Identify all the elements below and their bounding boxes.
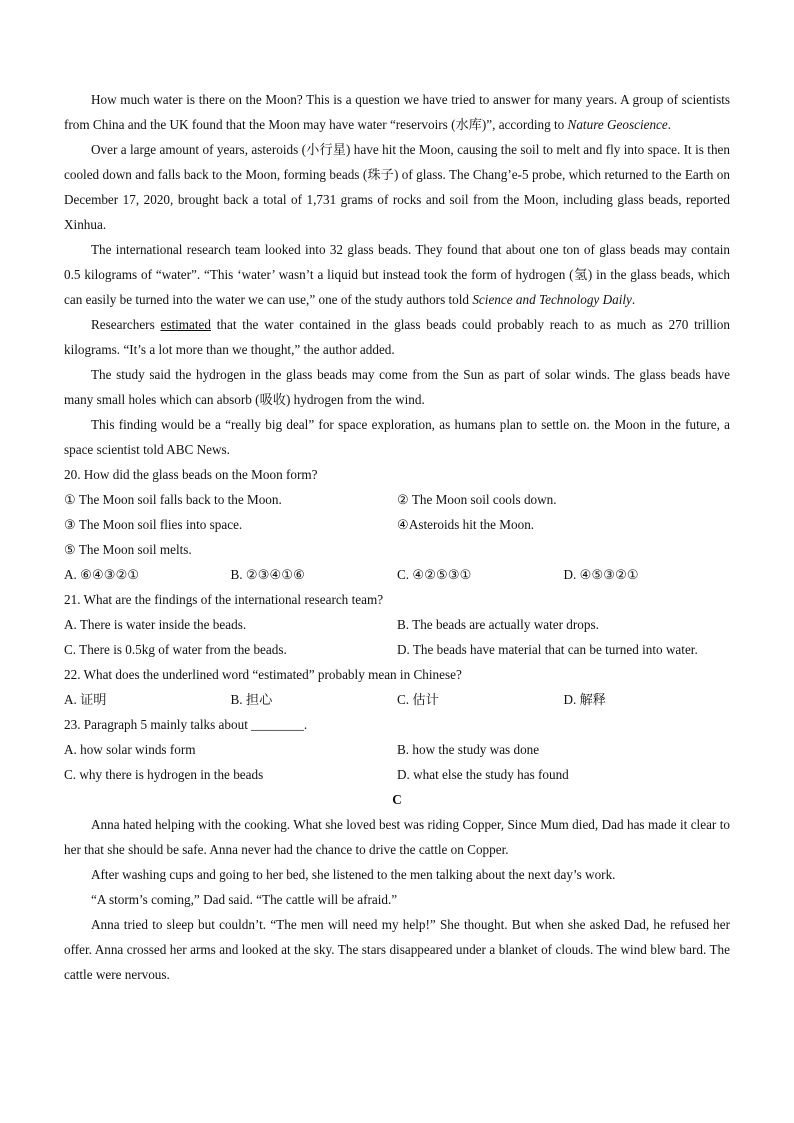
question-22-options (64, 687, 730, 712)
section-c-heading: C (392, 792, 402, 807)
worksheet-page (64, 87, 730, 987)
source-science-tech-daily: Science and Technology Daily (472, 292, 632, 307)
q21-option-c[interactable]: C. There is 0.5kg of water from the beads. (64, 642, 287, 657)
q21-option-d[interactable]: D. The beads have material that can be turned into water. (397, 642, 698, 657)
section-c-paragraph-3: “A storm’s coming,” Dad said. “The cattle will be afraid.” (91, 892, 398, 907)
q21-option-b[interactable]: B. The beads are actually water drops. (397, 617, 599, 632)
question-20-items-row-3 (64, 537, 730, 562)
question-20-options (64, 562, 730, 587)
passage-paragraph-4: Researchers estimated that the water contained in the glass beads could probably reach to as much as 270 trillion kilograms. “It’s a lot more than we thought,” the author added. (64, 317, 730, 357)
q20-option-a[interactable]: A. ⑥④③②① (64, 567, 140, 582)
source-nature-geoscience: Nature Geoscience (567, 117, 668, 132)
q23-option-a[interactable]: A. how solar winds form (64, 742, 196, 757)
question-23-options-row-2 (64, 762, 730, 787)
q20-item: ③ The Moon soil flies into space. (64, 517, 243, 532)
q20-option-b[interactable]: B. ②③④①⑥ (230, 567, 306, 582)
q20-option-c[interactable]: C. ④②⑤③① (397, 567, 472, 582)
q21-option-a[interactable]: A. There is water inside the beads. (64, 617, 247, 632)
question-20-items-row-1 (64, 487, 730, 512)
q23-option-c[interactable]: C. why there is hydrogen in the beads (64, 767, 264, 782)
section-c-paragraph-2: After washing cups and going to her bed, she listened to the men talking about the next day’s work. (91, 867, 616, 882)
section-c-paragraph-4: Anna tried to sleep but couldn’t. “The men will need my help!” She thought. But when she asked Dad, he refused her offer. Anna crossed her arms and looked at the sky. The stars disappeared under a blanket of clouds. The wind blew bard. The cattle were nervous. (64, 917, 730, 982)
q20-item: ⑤ The Moon soil melts. (64, 542, 192, 557)
q22-option-b[interactable]: B. 担心 (230, 692, 273, 707)
passage-paragraph-2: Over a large amount of years, asteroids (小行星) have hit the Moon, causing the soil to melt and fly into space. It is then cooled down and falls back to the Moon, forming beads (珠子) of glass. The Chang’e-5 probe, which returned to the Earth on December 17, 2020, brought back a total of 1,731 grams of rocks and soil from the Moon, including glass beads, reported Xinhua. (64, 142, 730, 232)
q22-option-d[interactable]: D. 解释 (563, 692, 606, 707)
q20-item: ④Asteroids hit the Moon. (397, 517, 535, 532)
question-23-options-row-1 (64, 737, 730, 762)
passage-paragraph-6: This finding would be a “really big deal” for space exploration, as humans plan to settle on. the Moon in the future, a space scientist told ABC News. (64, 417, 730, 457)
q20-item: ① The Moon soil falls back to the Moon. (64, 492, 282, 507)
q22-option-c[interactable]: C. 估计 (397, 692, 439, 707)
q20-item: ② The Moon soil cools down. (397, 492, 557, 507)
q20-option-d[interactable]: D. ④⑤③②① (563, 567, 639, 582)
question-21-options-row-2 (64, 637, 730, 662)
underlined-word-estimated: estimated (160, 317, 212, 332)
q23-option-b[interactable]: B. how the study was done (397, 742, 540, 757)
question-21-options-row-1 (64, 612, 730, 637)
q22-option-a[interactable]: A. 证明 (64, 692, 107, 707)
question-22-stem: 22. What does the underlined word “estimated” probably mean in Chinese? (64, 667, 462, 682)
passage-paragraph-1: How much water is there on the Moon? This is a question we have tried to answer for many years. A group of scientists from China and the UK found that the Moon may have water “reservoirs (水库)”, according to Nature Geoscience. (64, 92, 730, 132)
passage-paragraph-5: The study said the hydrogen in the glass beads may come from the Sun as part of solar winds. The glass beads have many small holes which can absorb (吸收) hydrogen from the wind. (64, 367, 730, 407)
q23-option-d[interactable]: D. what else the study has found (397, 767, 569, 782)
question-23-stem: 23. Paragraph 5 mainly talks about ________. (64, 717, 308, 732)
section-c-paragraph-1: Anna hated helping with the cooking. What she loved best was riding Copper, Since Mum died, Dad has made it clear to her that she should be safe. Anna never had the chance to drive the cattle on Copper. (64, 817, 730, 857)
question-20-items-row-2 (64, 512, 730, 537)
passage-paragraph-3: The international research team looked into 32 glass beads. They found that about one ton of glass beads may contain 0.5 kilograms of “water”. “This ‘water’ wasn’t a liquid but instead took the form of hydrogen (氢) in the glass beads, which can easily be turned into the water we can use,” one of the study authors told Science and Technology Daily. (64, 242, 730, 307)
question-21-stem: 21. What are the findings of the international research team? (64, 592, 384, 607)
question-20-stem: 20. How did the glass beads on the Moon form? (64, 467, 318, 482)
